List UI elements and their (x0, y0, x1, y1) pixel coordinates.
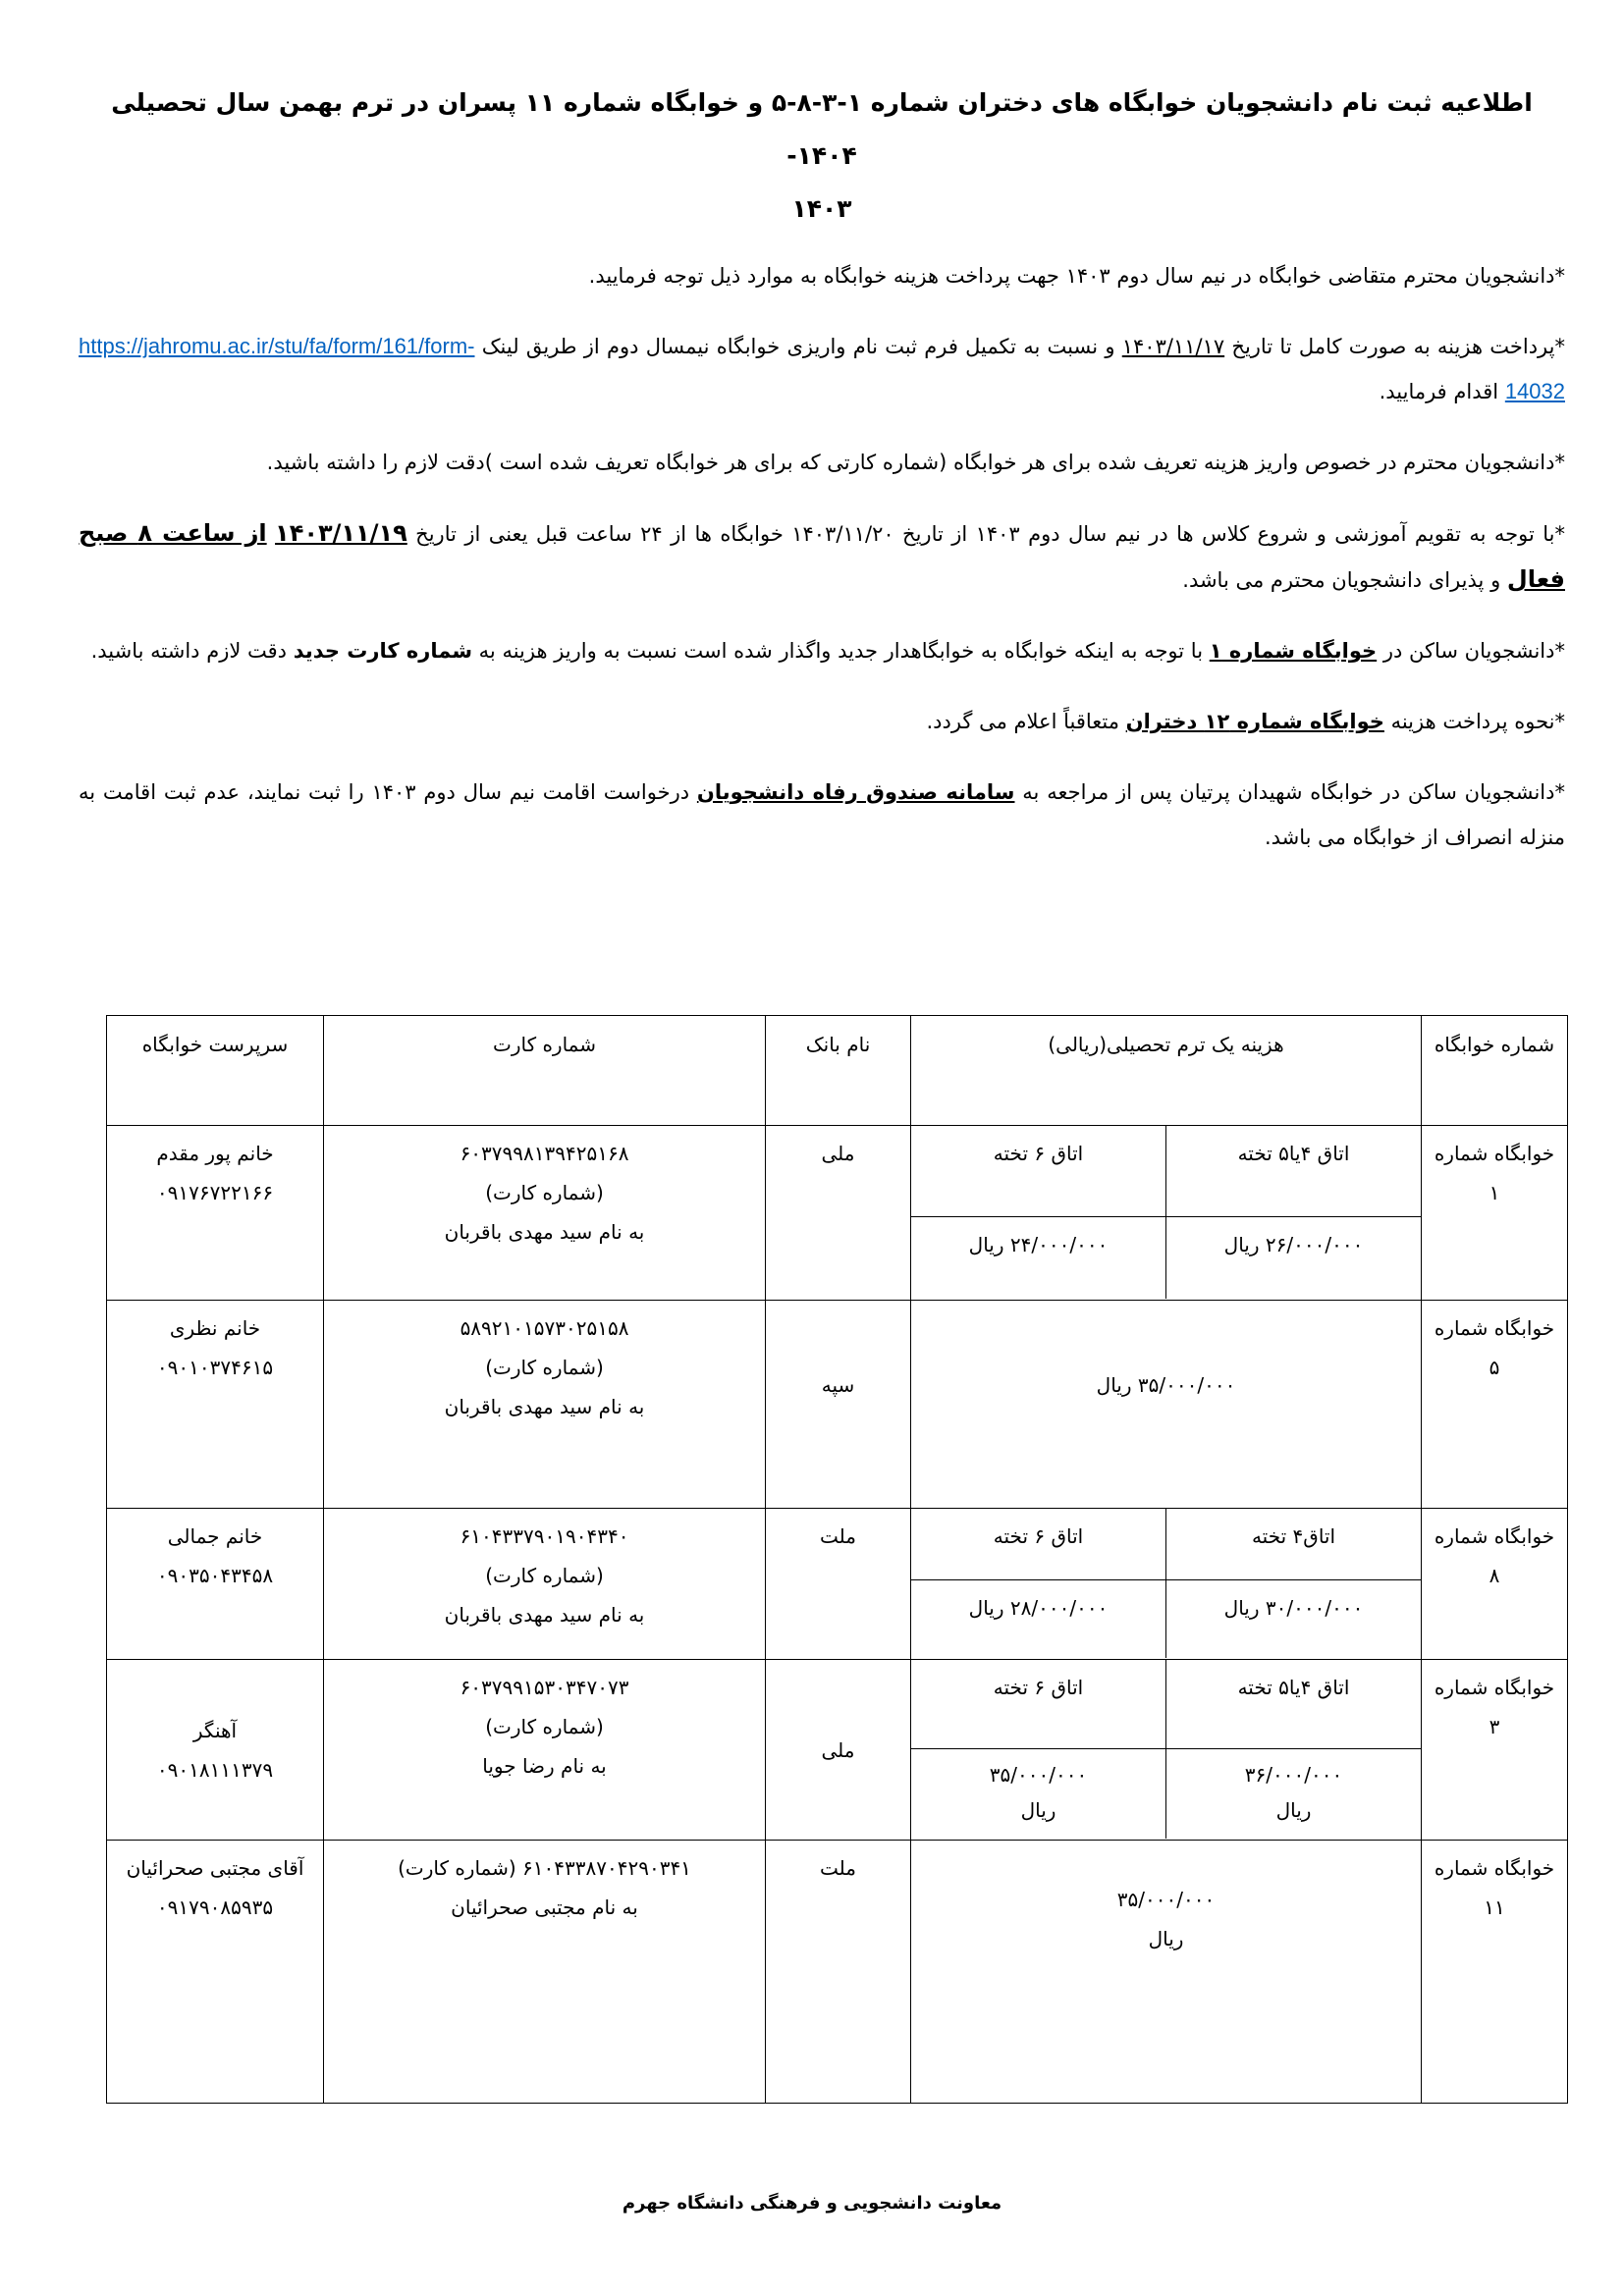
dorm1-text-c: دقت لازم داشته باشید. (90, 639, 294, 663)
bank-cell: ملی (766, 1126, 911, 1301)
new-card-number-label: شماره کارت جدید (293, 639, 472, 663)
room-type: اتاق ۶ تخته (993, 1142, 1084, 1165)
card-cell (324, 1301, 766, 1509)
price-unit: ریال (1020, 1797, 1056, 1822)
supervisor-phone: ۰۹۱۷۹۰۸۵۹۳۵ (156, 1896, 274, 1919)
price-unit: ریال (1148, 1927, 1184, 1950)
room-price: ۳۵/۰۰۰/۰۰۰ (989, 1762, 1088, 1787)
room-price: ۲۶/۰۰۰/۰۰۰ ریال (1223, 1232, 1364, 1256)
card-label: (شماره کارت) (398, 1856, 516, 1880)
card-owner: به نام سید مهدی باقربان (444, 1395, 645, 1418)
supervisor-cell (107, 1509, 324, 1660)
payment-deadline-date: ۱۴۰۳/۱۱/۱۷ (1121, 335, 1225, 358)
card-number: ۶۰۳۷۹۹۱۵۳۰۳۴۷۰۷۳ (460, 1676, 629, 1699)
card-cell (324, 1509, 766, 1660)
room-type: اتاق۴ تخته (1251, 1524, 1336, 1548)
bank-cell: ملت (766, 1841, 911, 2104)
paragraph-dorm12-notice (79, 699, 1565, 744)
activation-text-b: و پذیرای دانشجویان محترم می باشد. (1182, 568, 1507, 592)
table-row (107, 1301, 1568, 1509)
card-number: ۶۱۰۴۳۳۸۷۰۴۲۹۰۳۴۱ (522, 1856, 691, 1880)
cost-cell (911, 1660, 1422, 1841)
paragraph-welfare-system (79, 770, 1565, 860)
registration-form-link[interactable]: https://jahromu.ac.ir/stu/fa/form/161/form-14032 (79, 334, 1565, 403)
card-cell (324, 1660, 766, 1841)
cost-cell (911, 1301, 1422, 1509)
bank-cell: ملی (766, 1660, 911, 1841)
header-dorm: شماره خوابگاه (1422, 1016, 1568, 1126)
card-cell (324, 1126, 766, 1301)
card-owner: به نام سید مهدی باقربان (444, 1603, 645, 1627)
page-footer: معاونت دانشجویی و فرهنگی دانشگاه جهرم (622, 2193, 1002, 2214)
dorm1-name: خوابگاه شماره ۱ (1209, 639, 1378, 663)
paragraph-payment-deadline (79, 324, 1565, 414)
payment-text-a: *پرداخت هزینه به صورت کامل تا تاریخ (1224, 335, 1565, 358)
supervisor-cell (107, 1660, 324, 1841)
cost-cell (911, 1841, 1422, 2104)
supervisor-phone: ۰۹۰۳۵۰۴۳۴۵۸ (156, 1564, 274, 1587)
dormitory-fees-table (106, 1015, 1568, 2104)
cost-cell (911, 1509, 1422, 1660)
welfare-text-a: *دانشجویان ساکن در خوابگاه شهیدان پرتیان پس از مراجعه به (1014, 780, 1565, 804)
welfare-system-name: سامانه صندوق رفاه دانشجویان (696, 780, 1015, 804)
card-number: ۵۸۹۲۱۰۱۵۷۳۰۲۵۱۵۸ (460, 1316, 629, 1340)
paragraph-dorm1-notice (79, 628, 1565, 673)
header-cost: هزینه یک ترم تحصیلی(ریالی) (911, 1016, 1422, 1126)
card-owner: به نام سید مهدی باقربان (444, 1220, 645, 1244)
document-body (79, 77, 1565, 885)
dorm-cell: خوابگاه شماره ۱ (1422, 1126, 1568, 1301)
supervisor-phone: ۰۹۰۱۰۳۷۴۶۱۵ (156, 1356, 274, 1379)
table-row (107, 1509, 1568, 1660)
card-label: (شماره کارت) (485, 1715, 604, 1738)
supervisor-name: خانم پور مقدم (156, 1142, 274, 1165)
supervisor-cell (107, 1126, 324, 1301)
paragraph-activation-date (79, 510, 1565, 603)
card-number: ۶۰۳۷۹۹۸۱۳۹۴۲۵۱۶۸ (460, 1142, 629, 1165)
room-type: اتاق ۶ تخته (993, 1676, 1084, 1699)
card-owner: به نام مجتبی صحرائیان (451, 1896, 638, 1919)
room-type: اتاق ۶ تخته (993, 1524, 1084, 1548)
room-type: اتاق ۴یا۵ تخته (1237, 1142, 1350, 1165)
supervisor-cell (107, 1301, 324, 1509)
page-title (79, 77, 1565, 236)
header-card: شماره کارت (324, 1016, 766, 1126)
paragraph-card-notice: *دانشجویان محترم در خصوص واریز هزینه تعریف شده برای هر خوابگاه (شماره کارتی که برای هر خوابگاه تعریف شده است )دقت لازم را داشته باشید. (266, 451, 1565, 474)
table-row (107, 1660, 1568, 1841)
card-label: (شماره کارت) (485, 1181, 604, 1204)
dorm-cell: خوابگاه شماره ۳ (1422, 1660, 1568, 1841)
supervisor-phone: ۰۹۰۱۸۱۱۱۳۷۹ (156, 1757, 274, 1782)
card-cell (324, 1841, 766, 2104)
paragraph-intro: *دانشجویان محترم متقاضی خوابگاه در نیم سال دوم ۱۴۰۳ جهت پرداخت هزینه خوابگاه به موارد ذیل توجه فرمایید. (588, 264, 1565, 288)
dorm-cell: خوابگاه شماره ۱۱ (1422, 1841, 1568, 2104)
title-line-2: ۱۴۰۳ (791, 194, 852, 223)
title-line-1: اطلاعیه ثبت نام دانشجویان خوابگاه های دختران شماره ۱-۳-۸-۵ و خوابگاه شماره ۱۱ پسران در ترم بهمن سال تحصیلی ۱۴۰۴- (111, 88, 1533, 170)
card-label: (شماره کارت) (485, 1564, 604, 1587)
activation-date: ۱۴۰۳/۱۱/۱۹ (275, 519, 407, 547)
bank-cell: سپه (766, 1301, 911, 1509)
room-price: ۳۶/۰۰۰/۰۰۰ (1244, 1762, 1343, 1787)
cost-cell (911, 1126, 1422, 1301)
dorm-cell: خوابگاه شماره ۵ (1422, 1301, 1568, 1509)
card-owner: به نام رضا جویا (482, 1754, 607, 1778)
header-supervisor: سرپرست خوابگاه (107, 1016, 324, 1126)
supervisor-phone: ۰۹۱۷۶۷۲۲۱۶۶ (156, 1181, 274, 1204)
dorm1-text-b: با توجه به اینکه خوابگاه به خوابگاهدار جدید واگذار شده است نسبت به واریز هزینه به (471, 639, 1210, 663)
dorm12-name: خوابگاه شماره ۱۲ دختران (1125, 710, 1384, 733)
supervisor-name: خانم نظری (169, 1316, 261, 1340)
room-price: ۳۵/۰۰۰/۰۰۰ (1116, 1888, 1216, 1911)
room-type: اتاق ۴یا۵ تخته (1237, 1676, 1350, 1699)
activation-text-a: *با توجه به تقویم آموزشی و شروع کلاس ها در نیم سال دوم ۱۴۰۳ از تاریخ ۱۴۰۳/۱۱/۲۰ خوابگاه ها از ۲۴ ساعت قبل یعنی از تاریخ (406, 522, 1565, 546)
activation-hour: از ساعت ۸ صبح فعال (79, 519, 1565, 593)
welfare-text-b: درخواست اقامت نیم سال دوم ۱۴۰۳ را ثبت نمایند، عدم ثبت اقامت به منزله انصراف از خوابگاه می باشد. (79, 780, 1565, 849)
dorm1-text-a: *دانشجویان ساکن در (1377, 639, 1565, 663)
payment-text-b: و نسبت به تکمیل فرم ثبت نام واریزی خوابگاه نیمسال دوم از طریق لینک (474, 335, 1122, 358)
card-number: ۶۱۰۴۳۳۷۹۰۱۹۰۴۳۴۰ (460, 1524, 629, 1548)
supervisor-name: آقای مجتبی صحرائیان (126, 1856, 304, 1880)
supervisor-name: آهنگر (192, 1718, 238, 1742)
dorm-cell: خوابگاه شماره ۸ (1422, 1509, 1568, 1660)
supervisor-name: خانم جمالی (167, 1524, 263, 1548)
room-price: ۲۴/۰۰۰/۰۰۰ ریال (968, 1232, 1109, 1256)
supervisor-cell (107, 1841, 324, 2104)
card-label: (شماره کارت) (485, 1356, 604, 1379)
room-price: ۲۸/۰۰۰/۰۰۰ ریال (968, 1595, 1109, 1620)
dorm12-text-a: *نحوه پرداخت هزینه (1383, 710, 1565, 733)
dorm12-text-b: متعاقباً اعلام می گردد. (926, 710, 1126, 733)
price-unit: ریال (1275, 1797, 1312, 1822)
table-row (107, 1841, 1568, 2104)
header-bank: نام بانک (766, 1016, 911, 1126)
bank-cell: ملت (766, 1509, 911, 1660)
table-row (107, 1126, 1568, 1301)
room-price: ۳۰/۰۰۰/۰۰۰ ریال (1223, 1595, 1364, 1620)
payment-text-c: اقدام فرمایید. (1379, 380, 1505, 403)
room-price: ۳۵/۰۰۰/۰۰۰ ریال (1096, 1372, 1236, 1397)
table-header-row (107, 1016, 1568, 1126)
